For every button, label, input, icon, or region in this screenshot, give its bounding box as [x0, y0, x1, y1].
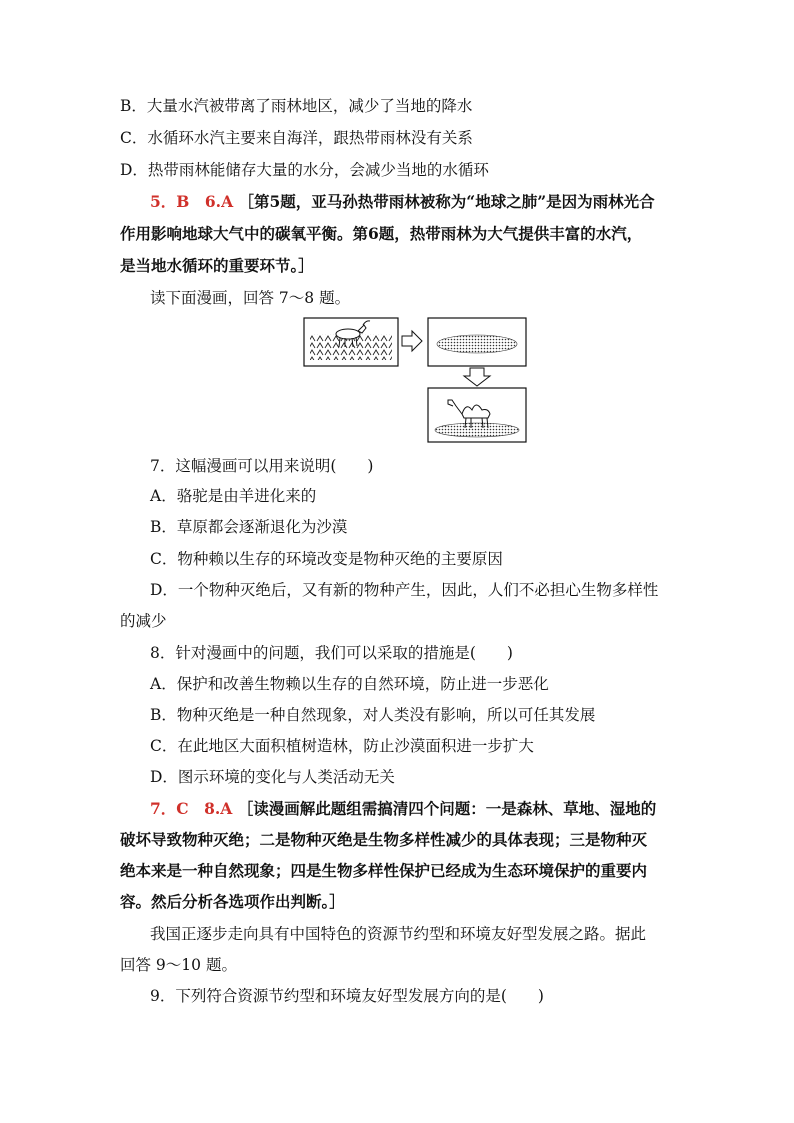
- intro-7-8: 读下面漫画，回答 7～8 题。: [150, 289, 351, 307]
- q4-option-c: C．水循环水汽主要来自海洋，跟热带雨林没有关系: [120, 129, 473, 147]
- answer-7-8-line3: 绝本来是一种自然现象；四是生物多样性保护已经成为生态环境保护的重要内: [120, 861, 648, 880]
- q8-option-b: B．物种灭绝是一种自然现象，对人类没有影响，所以可任其发展: [150, 706, 596, 724]
- answer-5-6-line3: 是当地水循环的重要环节。］: [120, 256, 314, 275]
- answer-7-8-label: 7．C 8.A: [150, 799, 233, 818]
- answer-5-6-text1: ［第5题，亚马孙热带雨林被称为“地球之肺”是因为雨林光合: [238, 192, 655, 211]
- q9-stem: 9．下列符合资源节约型和环境友好型发展方向的是( ): [150, 987, 544, 1005]
- answer-7-8-line4: 容。然后分析各选项作出判断。］: [120, 892, 345, 911]
- answer-7-8-line2: 破坏导致物种灭绝；二是物种灭绝是生物多样性减少的具体表现；三是物种灭: [120, 830, 648, 849]
- right-arrow-icon: [402, 331, 422, 351]
- q4-option-b: B．大量水汽被带离了雨林地区，减少了当地的降水: [120, 97, 473, 115]
- comic-figure: [300, 314, 532, 446]
- answer-5-6-line1: [150, 192, 680, 212]
- q7-option-c: C．物种赖以生存的环境改变是物种灭绝的主要原因: [150, 550, 503, 568]
- q7-option-b: B．草原都会逐渐退化为沙漠: [150, 518, 348, 536]
- q7-option-d-line2: 的减少: [120, 612, 167, 630]
- answer-5-6-label: 5．B 6.A: [150, 192, 234, 211]
- answer-7-8-text1: ［读漫画解此题组需搞清四个问题：一是森林、草地、湿地的: [237, 799, 657, 818]
- goat-on-grassland-icon: [304, 318, 398, 366]
- q8-option-a: A．保护和改善生物赖以生存的自然环境，防止进一步恶化: [150, 675, 549, 693]
- intro-9-10-line1: 我国正逐步走向具有中国特色的资源节约型和环境友好型发展之路。据此: [150, 925, 647, 943]
- answer-5-6-line2: 作用影响地球大气中的碳氧平衡。第6题，热带雨林为大气提供丰富的水汽，: [120, 224, 643, 243]
- q7-stem: 7．这幅漫画可以用来说明( ): [150, 457, 374, 475]
- q8-stem: 8．针对漫画中的问题，我们可以采取的措施是( ): [150, 644, 513, 662]
- bare-land-icon: [428, 318, 526, 366]
- intro-9-10-line2: 回答 9～10 题。: [120, 956, 237, 974]
- q7-option-a: A．骆驼是由羊进化来的: [150, 487, 317, 505]
- down-arrow-icon: [464, 368, 490, 386]
- q8-option-c: C．在此地区大面积植树造林，防止沙漠面积进一步扩大: [150, 737, 534, 755]
- answer-7-8-line1: [150, 799, 680, 819]
- q7-option-d-line1: D．一个物种灭绝后，又有新的物种产生，因此，人们不必担心生物多样性: [150, 581, 659, 599]
- q4-option-d: D．热带雨林能储存大量的水分，会减少当地的水循环: [120, 161, 489, 179]
- q8-option-d: D．图示环境的变化与人类活动无关: [150, 768, 395, 786]
- camel-on-desert-icon: [428, 388, 526, 442]
